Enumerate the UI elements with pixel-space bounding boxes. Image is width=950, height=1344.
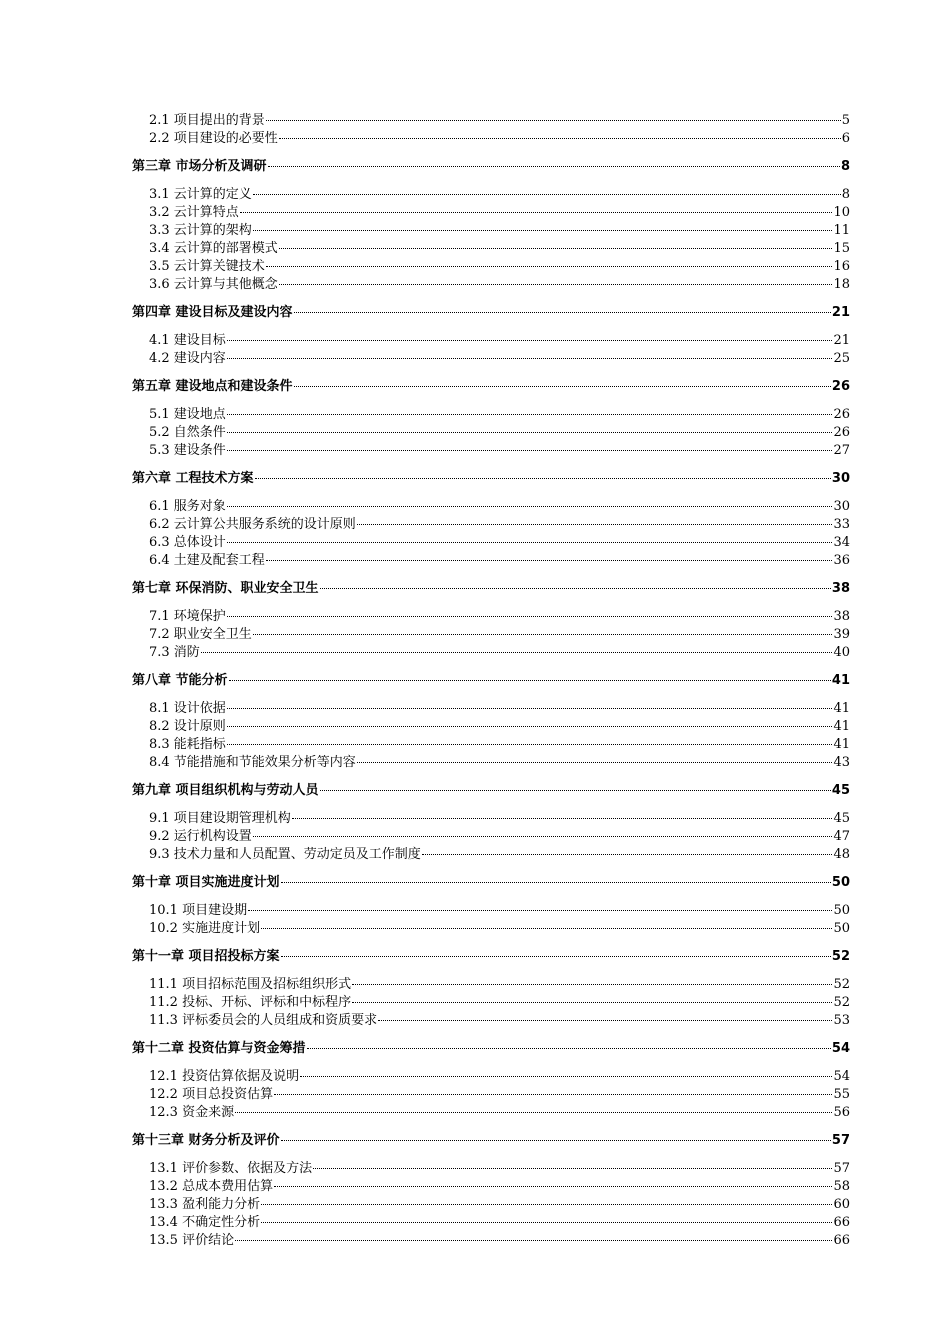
toc-section-title: 10.2 实施进度计划	[149, 921, 261, 936]
toc-page-number: 45	[833, 811, 850, 826]
toc-chapter-title: 第十二章 投资估算与资金筹措	[132, 1041, 306, 1056]
toc-page-number: 52	[833, 995, 850, 1010]
toc-section-title: 5.3 建设条件	[149, 443, 226, 458]
toc-chapter-entry[interactable]	[132, 470, 850, 488]
toc-section-entry[interactable]	[132, 1104, 850, 1122]
toc-page-number: 57	[833, 1161, 850, 1176]
toc-section-entry[interactable]	[132, 424, 850, 442]
toc-chapter-entry[interactable]	[132, 378, 850, 396]
toc-page-number: 36	[833, 553, 850, 568]
toc-page-number: 50	[831, 875, 850, 890]
toc-page-number: 15	[833, 241, 850, 256]
toc-dot-leader	[227, 541, 833, 543]
toc-dot-leader	[294, 385, 831, 387]
toc-chapter-entry[interactable]	[132, 158, 850, 176]
toc-page-number: 54	[833, 1069, 850, 1084]
toc-dot-leader	[261, 1203, 832, 1205]
toc-page-number: 39	[833, 627, 850, 642]
toc-page-number: 11	[833, 223, 850, 238]
toc-section-entry[interactable]	[132, 1178, 850, 1196]
toc-page-number: 18	[833, 277, 850, 292]
toc-page-number: 5	[841, 113, 850, 128]
toc-dot-leader	[378, 1019, 832, 1021]
toc-section-title: 3.4 云计算的部署模式	[149, 241, 278, 256]
toc-page-number: 8	[840, 159, 850, 174]
toc-page-number: 40	[833, 645, 850, 660]
toc-chapter-title: 第五章 建设地点和建设条件	[132, 379, 293, 394]
toc-section-entry[interactable]	[132, 112, 850, 130]
toc-section-title: 11.2 投标、开标、评标和中标程序	[149, 995, 352, 1010]
toc-page-number: 30	[833, 499, 850, 514]
toc-chapter-entry[interactable]	[132, 580, 850, 598]
toc-page-number: 43	[833, 755, 850, 770]
toc-section-title: 5.1 建设地点	[149, 407, 226, 422]
toc-dot-leader	[253, 193, 841, 195]
toc-section-title: 8.2 设计原则	[149, 719, 226, 734]
toc-dot-leader	[281, 1139, 831, 1141]
toc-section-entry[interactable]	[132, 608, 850, 626]
toc-chapter-entry[interactable]	[132, 1040, 850, 1058]
toc-dot-leader	[255, 477, 831, 479]
toc-page-number: 41	[833, 737, 850, 752]
toc-section-title: 6.1 服务对象	[149, 499, 226, 514]
toc-chapter-title: 第八章 节能分析	[132, 673, 228, 688]
toc-dot-leader	[227, 707, 833, 709]
toc-chapter-title: 第十一章 项目招投标方案	[132, 949, 280, 964]
toc-page-number: 60	[833, 1197, 850, 1212]
toc-dot-leader	[300, 1075, 832, 1077]
toc-dot-leader	[227, 413, 833, 415]
toc-section-entry[interactable]	[132, 534, 850, 552]
toc-dot-leader	[320, 789, 831, 791]
toc-dot-leader	[357, 523, 833, 525]
toc-section-title: 3.6 云计算与其他概念	[149, 277, 278, 292]
toc-dot-leader	[235, 1239, 832, 1241]
toc-section-title: 4.1 建设目标	[149, 333, 226, 348]
toc-dot-leader	[279, 137, 841, 139]
toc-chapter-title: 第四章 建设目标及建设内容	[132, 305, 293, 320]
toc-section-title: 8.3 能耗指标	[149, 737, 226, 752]
toc-page-number: 58	[833, 1179, 850, 1194]
toc-section-entry[interactable]	[132, 810, 850, 828]
toc-section-title: 9.1 项目建设期管理机构	[149, 811, 291, 826]
toc-section-entry[interactable]	[132, 1160, 850, 1178]
toc-section-entry[interactable]	[132, 828, 850, 846]
toc-section-entry[interactable]	[132, 1086, 850, 1104]
toc-chapter-entry[interactable]	[132, 304, 850, 322]
toc-section-title: 6.3 总体设计	[149, 535, 226, 550]
toc-dot-leader	[227, 357, 833, 359]
toc-chapter-entry[interactable]	[132, 948, 850, 966]
toc-section-title: 13.2 总成本费用估算	[149, 1179, 274, 1194]
toc-page-number: 53	[833, 1013, 850, 1028]
toc-page-number: 47	[833, 829, 850, 844]
toc-dot-leader	[313, 1167, 832, 1169]
toc-page-number: 66	[833, 1215, 850, 1230]
toc-dot-leader	[266, 119, 841, 121]
toc-section-entry[interactable]	[132, 186, 850, 204]
toc-dot-leader	[253, 633, 833, 635]
toc-section-title: 12.3 资金来源	[149, 1105, 235, 1120]
toc-dot-leader	[227, 339, 833, 341]
toc-page-number: 52	[831, 949, 850, 964]
toc-section-entry[interactable]	[132, 976, 850, 994]
toc-section-entry[interactable]	[132, 258, 850, 276]
toc-page-number: 38	[831, 581, 850, 596]
toc-section-entry[interactable]	[132, 516, 850, 534]
toc-section-entry[interactable]	[132, 442, 850, 460]
toc-chapter-title: 第六章 工程技术方案	[132, 471, 254, 486]
toc-dot-leader	[281, 955, 831, 957]
toc-section-entry[interactable]	[132, 1068, 850, 1086]
toc-page-number: 30	[831, 471, 850, 486]
toc-section-entry[interactable]	[132, 1232, 850, 1250]
toc-page-number: 41	[833, 701, 850, 716]
toc-section-title: 8.1 设计依据	[149, 701, 226, 716]
toc-page-number: 33	[833, 517, 850, 532]
toc-section-entry[interactable]	[132, 736, 850, 754]
toc-dot-leader	[248, 909, 832, 911]
toc-dot-leader	[307, 1047, 831, 1049]
toc-dot-leader	[294, 311, 831, 313]
toc-page-number: 55	[833, 1087, 850, 1102]
toc-section-title: 12.1 投资估算依据及说明	[149, 1069, 300, 1084]
toc-dot-leader	[227, 615, 833, 617]
toc-dot-leader	[279, 247, 833, 249]
toc-section-entry[interactable]	[132, 902, 850, 920]
toc-section-entry[interactable]	[132, 406, 850, 424]
toc-section-entry[interactable]	[132, 846, 850, 864]
toc-page-number: 57	[831, 1133, 850, 1148]
toc-section-title: 7.1 环境保护	[149, 609, 226, 624]
toc-chapter-entry[interactable]	[132, 782, 850, 800]
toc-section-entry[interactable]	[132, 240, 850, 258]
toc-page-number: 25	[833, 351, 850, 366]
toc-section-entry[interactable]	[132, 1012, 850, 1030]
toc-page-number: 66	[833, 1233, 850, 1248]
toc-page-number: 38	[833, 609, 850, 624]
toc-page-number: 27	[833, 443, 850, 458]
toc-section-entry[interactable]	[132, 552, 850, 570]
toc-page-number: 26	[831, 379, 850, 394]
toc-page-number: 10	[833, 205, 850, 220]
toc-section-title: 9.3 技术力量和人员配置、劳动定员及工作制度	[149, 847, 421, 862]
toc-section-entry[interactable]	[132, 332, 850, 350]
toc-section-title: 6.4 土建及配套工程	[149, 553, 265, 568]
toc-chapter-title: 第九章 项目组织机构与劳动人员	[132, 783, 319, 798]
toc-dot-leader	[227, 743, 833, 745]
toc-section-title: 5.2 自然条件	[149, 425, 226, 440]
toc-page-number: 41	[833, 719, 850, 734]
toc-dot-leader	[281, 881, 831, 883]
toc-section-entry[interactable]	[132, 350, 850, 368]
toc-section-entry[interactable]	[132, 626, 850, 644]
toc-dot-leader	[240, 211, 833, 213]
toc-page-number: 50	[833, 903, 850, 918]
toc-section-entry[interactable]	[132, 994, 850, 1012]
toc-section-entry[interactable]	[132, 276, 850, 294]
toc-section-title: 3.5 云计算关键技术	[149, 259, 265, 274]
toc-page-number: 6	[841, 131, 850, 146]
toc-dot-leader	[261, 927, 832, 929]
toc-page-number: 56	[833, 1105, 850, 1120]
toc-dot-leader	[253, 229, 833, 231]
toc-dot-leader	[266, 265, 833, 267]
toc-section-title: 7.3 消防	[149, 645, 200, 660]
toc-page-number: 45	[831, 783, 850, 798]
toc-dot-leader	[320, 587, 831, 589]
toc-section-entry[interactable]	[132, 222, 850, 240]
toc-dot-leader	[422, 853, 833, 855]
toc-section-title: 3.2 云计算特点	[149, 205, 239, 220]
toc-dot-leader	[227, 449, 833, 451]
toc-section-title: 9.2 运行机构设置	[149, 829, 252, 844]
toc-section-title: 7.2 职业安全卫生	[149, 627, 252, 642]
toc-dot-leader	[268, 165, 840, 167]
toc-dot-leader	[235, 1111, 832, 1113]
toc-page-number: 41	[831, 673, 850, 688]
toc-dot-leader	[227, 505, 833, 507]
toc-section-entry[interactable]	[132, 130, 850, 148]
toc-section-entry[interactable]	[132, 700, 850, 718]
toc-dot-leader	[227, 725, 833, 727]
toc-dot-leader	[274, 1185, 832, 1187]
toc-dot-leader	[201, 651, 833, 653]
toc-section-title: 13.1 评价参数、依据及方法	[149, 1161, 313, 1176]
toc-dot-leader	[352, 1001, 832, 1003]
toc-section-title: 10.1 项目建设期	[149, 903, 248, 918]
toc-dot-leader	[253, 835, 833, 837]
toc-dot-leader	[279, 283, 833, 285]
toc-page-number: 50	[833, 921, 850, 936]
toc-section-title: 6.2 云计算公共服务系统的设计原则	[149, 517, 356, 532]
toc-chapter-title: 第十三章 财务分析及评价	[132, 1133, 280, 1148]
toc-section-title: 13.5 评价结论	[149, 1233, 235, 1248]
toc-page-number: 26	[833, 407, 850, 422]
toc-section-title: 4.2 建设内容	[149, 351, 226, 366]
toc-section-entry[interactable]	[132, 644, 850, 662]
toc-section-title: 12.2 项目总投资估算	[149, 1087, 274, 1102]
toc-chapter-title: 第七章 环保消防、职业安全卫生	[132, 581, 319, 596]
toc-chapter-entry[interactable]	[132, 1132, 850, 1150]
toc-section-title: 13.3 盈利能力分析	[149, 1197, 261, 1212]
toc-section-entry[interactable]	[132, 204, 850, 222]
toc-dot-leader	[266, 559, 833, 561]
toc-dot-leader	[274, 1093, 832, 1095]
toc-section-title: 2.2 项目建设的必要性	[149, 131, 278, 146]
toc-section-entry[interactable]	[132, 920, 850, 938]
toc-page-number: 52	[833, 977, 850, 992]
toc-page-number: 16	[833, 259, 850, 274]
table-of-contents	[132, 112, 850, 1250]
toc-dot-leader	[229, 679, 831, 681]
toc-page-number: 8	[841, 187, 850, 202]
toc-section-entry[interactable]	[132, 718, 850, 736]
toc-page-number: 34	[833, 535, 850, 550]
toc-section-title: 2.1 项目提出的背景	[149, 113, 265, 128]
toc-page-number: 54	[831, 1041, 850, 1056]
toc-section-entry[interactable]	[132, 498, 850, 516]
toc-page-number: 48	[833, 847, 850, 862]
toc-section-title: 11.1 项目招标范围及招标组织形式	[149, 977, 352, 992]
toc-chapter-entry[interactable]	[132, 672, 850, 690]
toc-page-number: 21	[833, 333, 850, 348]
toc-dot-leader	[227, 431, 833, 433]
toc-section-title: 3.3 云计算的架构	[149, 223, 252, 238]
toc-chapter-title: 第十章 项目实施进度计划	[132, 875, 280, 890]
toc-section-entry[interactable]	[132, 754, 850, 772]
toc-section-title: 8.4 节能措施和节能效果分析等内容	[149, 755, 356, 770]
toc-section-entry[interactable]	[132, 1196, 850, 1214]
toc-chapter-entry[interactable]	[132, 874, 850, 892]
toc-page-number: 26	[833, 425, 850, 440]
toc-chapter-title: 第三章 市场分析及调研	[132, 159, 267, 174]
toc-dot-leader	[357, 761, 833, 763]
toc-dot-leader	[261, 1221, 832, 1223]
toc-section-title: 3.1 云计算的定义	[149, 187, 252, 202]
toc-dot-leader	[292, 817, 833, 819]
toc-page-number: 21	[831, 305, 850, 320]
toc-section-title: 13.4 不确定性分析	[149, 1215, 261, 1230]
toc-section-entry[interactable]	[132, 1214, 850, 1232]
toc-section-title: 11.3 评标委员会的人员组成和资质要求	[149, 1013, 378, 1028]
toc-dot-leader	[352, 983, 832, 985]
